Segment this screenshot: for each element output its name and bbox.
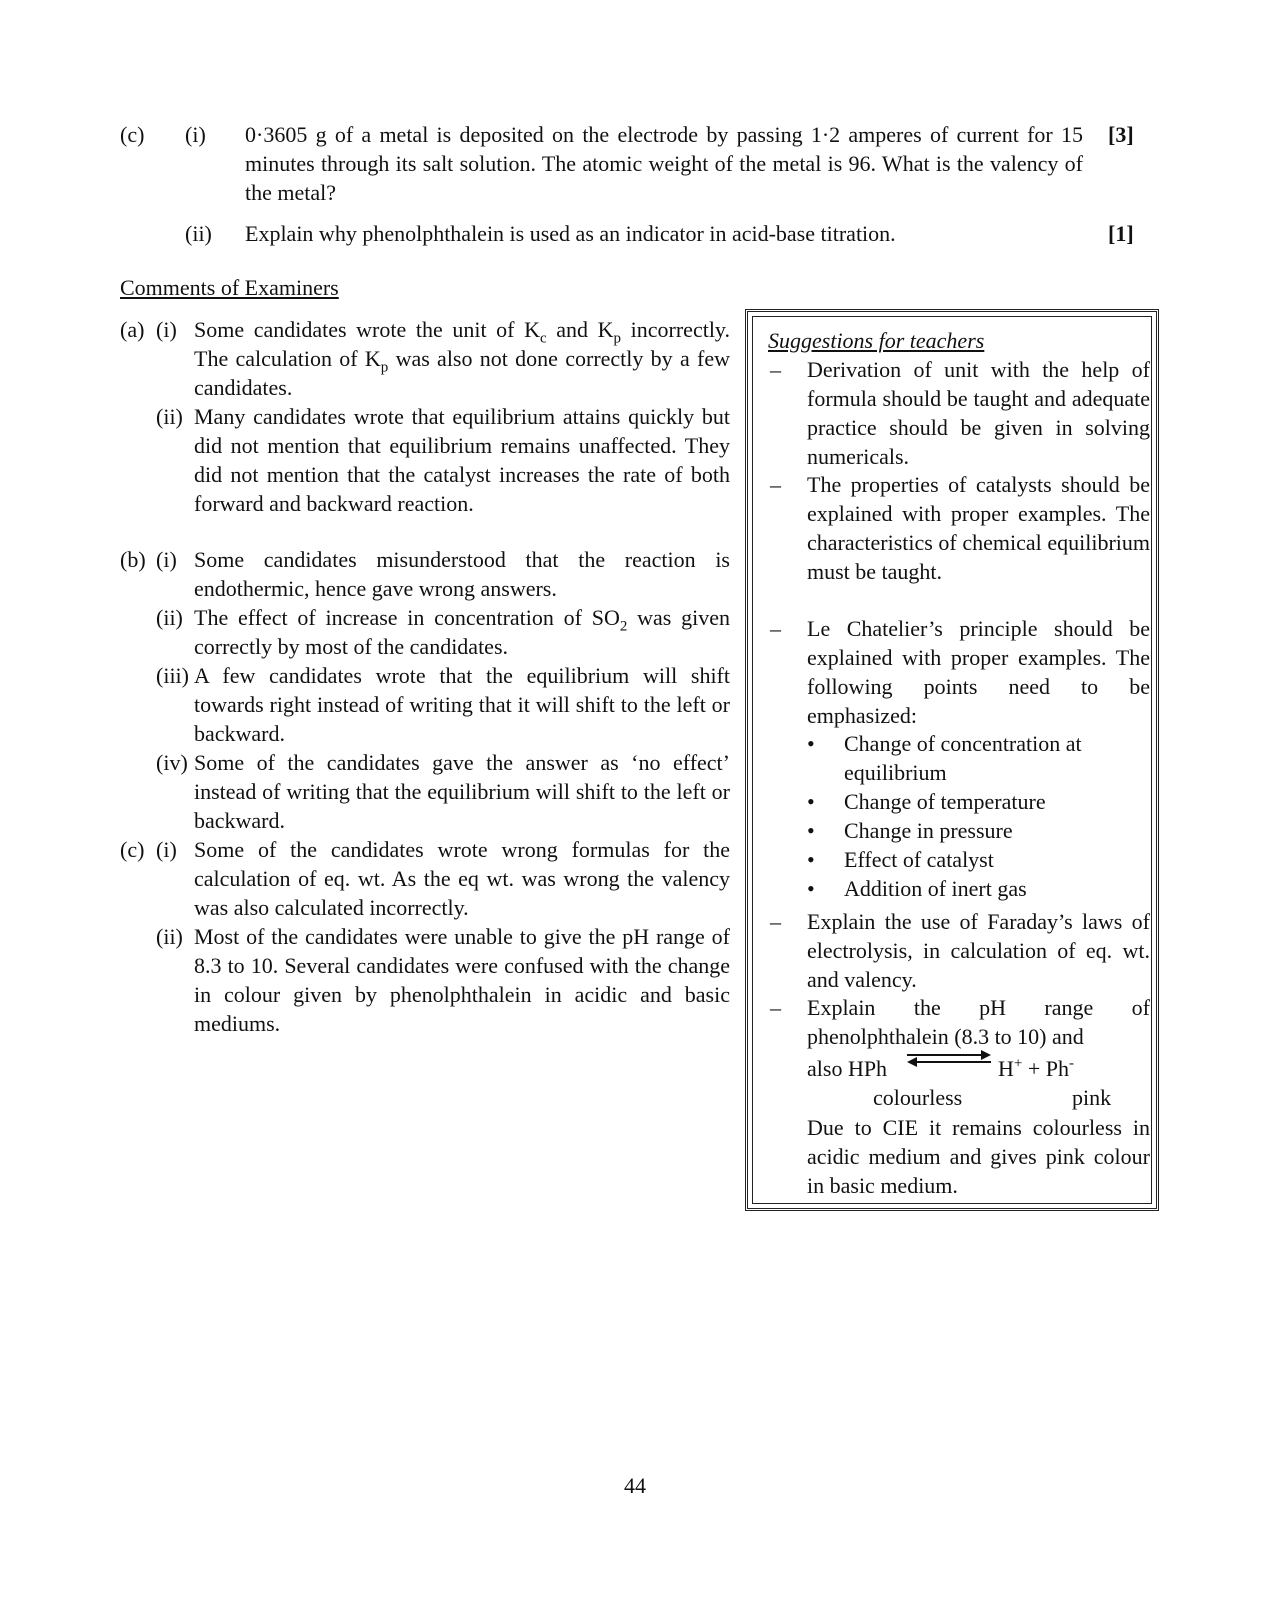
question-marks: [3] <box>1108 122 1134 147</box>
comment-text: Some of the candidates wrote wrong formulas for the calculation of eq. wt. As the eq wt. was wrong the valency was also calculated incorrectly. <box>194 837 730 920</box>
suggestion-bullet <box>807 874 1107 903</box>
comment-text: Some candidates misunderstood that the reaction is endothermic, hence gave wrong answers. <box>194 547 730 601</box>
comment-text: Some of the candidates gave the answer as ‘no effect’ instead of writing that the equilibrium will shift to the left or backward. <box>194 750 730 833</box>
question-part-label: (c) <box>120 122 145 147</box>
comment-item-label: (iii) <box>156 663 189 688</box>
pink-label: pink <box>1072 1085 1112 1110</box>
suggestion-item <box>770 993 1150 1051</box>
comment-item-label: (i) <box>156 317 177 342</box>
comment-a-ii <box>120 402 730 518</box>
comment-part-label: (c) <box>120 837 145 862</box>
suggestion-text: Le Chatelier’s principle should be explained with proper examples. The following points need to be emphasized: <box>807 616 1150 728</box>
suggestions-box <box>745 309 1159 1211</box>
suggestion-text: Explain the pH range of phenolphthalein (8.3 to 10) and <box>807 995 1150 1049</box>
comments-heading: Comments of Examiners <box>120 275 339 300</box>
bullet-marker: • <box>807 818 815 843</box>
suggestion-text: Derivation of unit with the help of formula should be taught and adequate practice should be given in solving numericals. <box>807 357 1150 469</box>
question-item-label: (i) <box>185 122 206 147</box>
bullet-marker: • <box>807 876 815 901</box>
comment-c-i <box>120 835 730 922</box>
suggestions-heading: Suggestions for teachers <box>768 328 985 353</box>
dash-marker: – <box>770 472 781 497</box>
dash-marker: – <box>770 995 781 1020</box>
comment-a-i <box>120 315 730 402</box>
suggestion-item <box>770 355 1150 471</box>
dash-marker: – <box>770 357 781 382</box>
comment-item-label: (ii) <box>156 404 183 429</box>
comment-b-iv <box>120 748 730 835</box>
comment-text: Some candidates wrote the unit of $K_c$ and $K_p$ incorrectly. The calculation of $K_p$ was also not done correctly by a few candidates. <box>194 317 731 400</box>
suggestion-bullet <box>807 729 1107 787</box>
suggestion-item <box>770 470 1150 586</box>
comment-item-label: (i) <box>156 547 177 572</box>
question-item-text: Explain why phenolphthalein is used as an indicator in acid-base titration. <box>245 221 896 246</box>
bullet-text: Change in pressure <box>844 818 1013 843</box>
comment-part-label: (a) <box>120 317 145 342</box>
suggestion-text: The properties of catalysts should be explained with proper examples. The characteristics of chemical equilibrium must be taught. <box>807 472 1150 584</box>
question-item-label: (ii) <box>185 221 212 246</box>
equilibrium-arrow-icon <box>905 1049 993 1069</box>
comment-text: Many candidates wrote that equilibrium attains quickly but did not mention that equilibrium remains unaffected. They did not mention that the catalyst increases the rate of both forward and backward reaction. <box>194 404 730 516</box>
suggestion-bullet <box>807 787 1107 816</box>
question-item-text: 0·3605 g of a metal is deposited on the electrode by passing 1·2 amperes of current for 15 minutes through its salt solution. The atomic weight of the metal is 96. What is the valency of the metal? <box>245 122 1083 205</box>
colourless-label: colourless <box>873 1085 963 1110</box>
comment-c-ii <box>120 922 730 1038</box>
comment-b-ii <box>120 603 730 661</box>
comment-part-label: (b) <box>120 547 146 572</box>
suggestion-bullet <box>807 845 1107 874</box>
dash-marker: – <box>770 616 781 641</box>
comment-item-label: (ii) <box>156 924 183 949</box>
bullet-text: Change of concentration at equilibrium <box>844 731 1082 785</box>
equation-rhs: H+ + Ph- <box>998 1055 1075 1081</box>
suggestion-text: Explain the use of Faraday’s laws of electrolysis, in calculation of eq. wt. and valency. <box>807 909 1150 992</box>
page-number: 44 <box>624 1473 646 1498</box>
comment-item-label: (i) <box>156 837 177 862</box>
question-marks: [1] <box>1108 221 1134 246</box>
bullet-text: Change of temperature <box>844 789 1046 814</box>
suggestion-text: Due to CIE it remains colourless in acidic medium and gives pink colour in basic medium. <box>807 1115 1150 1198</box>
comment-text: A few candidates wrote that the equilibrium will shift towards right instead of writing that it will shift to the left or backward. <box>194 663 730 746</box>
bullet-marker: • <box>807 789 815 814</box>
bullet-marker: • <box>807 847 815 872</box>
comment-item-label: (ii) <box>156 605 183 630</box>
bullet-text: Addition of inert gas <box>844 876 1027 901</box>
bullet-text: Effect of catalyst <box>844 847 994 872</box>
comment-item-label: (iv) <box>156 750 188 775</box>
comment-b-i <box>120 545 730 603</box>
suggestion-item <box>770 614 1150 730</box>
comment-b-iii <box>120 661 730 748</box>
suggestion-item <box>770 907 1150 994</box>
dash-marker: – <box>770 909 781 934</box>
comment-text: Most of the candidates were unable to give the pH range of 8.3 to 10. Several candidates were confused with the change in colour given by phenolphthalein in acidic and basic mediums. <box>194 924 730 1036</box>
equation-lhs: also HPh <box>807 1056 888 1081</box>
bullet-marker: • <box>807 731 815 756</box>
suggestion-bullet <box>807 816 1107 845</box>
comment-text: The effect of increase in concentration of $SO_2$ was given correctly by most of the candidates. <box>194 605 730 659</box>
